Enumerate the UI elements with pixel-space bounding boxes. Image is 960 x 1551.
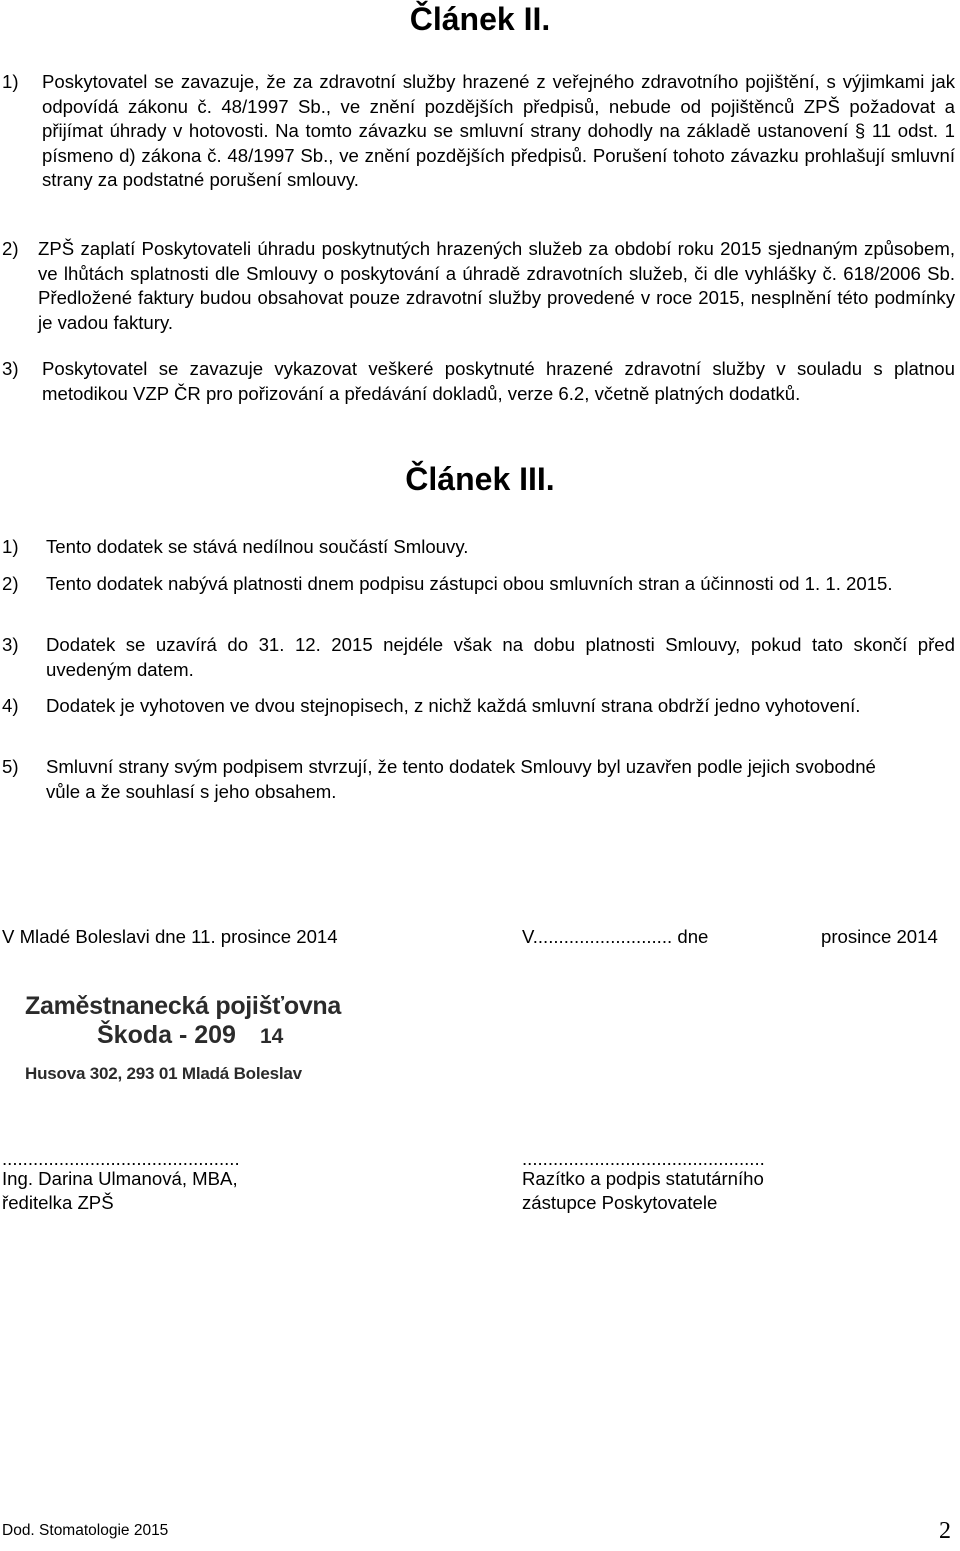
item-text: Poskytovatel se zavazuje, že za zdravotní služby hrazené z veřejného zdravotního pojištění, s výjimkami jak odpovídá zákonu č. 48/1997 Sb., ve znění pozdějších předpisů, nebude od pojištěnců ZPŠ požadovat a přijímat úhrady v hotovosti. Na tomto závazku se smluvní strany dohodly na základě ustanovení § 11 odst. 1 písmeno d) zákona č. 48/1997 Sb., ve znění pozdějších předpisů. Porušení tohoto závazku prohlašují smluvní strany za podstatné porušení smlouvy. <box>42 71 955 190</box>
item-number: 2) <box>2 238 19 259</box>
article-2-item-3 <box>2 357 955 406</box>
article-2-title: Článek II. <box>409 1 551 37</box>
left-signatory-name: Ing. Darina Ulmanová, MBA, <box>2 1168 238 1189</box>
right-signatory-name: Razítko a podpis statutárního <box>522 1168 764 1189</box>
article-3-title: Článek III. <box>405 461 555 497</box>
item-number: 5) <box>2 756 19 777</box>
right-place-date: V........................... dne <box>522 926 709 947</box>
item-text: Smluvní strany svým podpisem stvrzují, že tento dodatek Smlouvy byl uzavřen podle jejich svobodné vůle a že souhlasí s jeho obsahem. <box>46 756 876 802</box>
footer-document-name: Dod. Stomatologie 2015 <box>2 1522 169 1539</box>
left-place-date: V Mladé Boleslavi dne 11. prosince 2014 <box>2 926 338 947</box>
article-2-item-1 <box>2 70 955 193</box>
right-date: prosince 2014 <box>821 926 938 947</box>
right-signature-dots: ............................................... <box>522 1148 765 1169</box>
article-3-item-2 <box>2 572 955 597</box>
item-text: Tento dodatek nabývá platnosti dnem podpisu zástupci obou smluvních stran a účinnosti od 1. 1. 2015. <box>46 573 893 594</box>
item-number: 4) <box>2 695 19 716</box>
item-number: 1) <box>2 536 19 557</box>
company-stamp <box>25 992 341 1084</box>
article-3-item-5 <box>2 755 902 804</box>
article-2-item-2 <box>2 237 955 335</box>
page-number: 2 <box>939 1518 951 1544</box>
item-number: 1) <box>2 71 19 92</box>
stamp-line-2: Škoda - 209 14 <box>97 1021 284 1049</box>
item-number: 3) <box>2 358 19 379</box>
article-3-item-1 <box>2 535 955 560</box>
item-number: 2) <box>2 573 19 594</box>
stamp-line-3: Husova 302, 293 01 Mladá Boleslav <box>25 1064 302 1083</box>
right-signatory-role: zástupce Poskytovatele <box>522 1192 718 1213</box>
left-signatory-role: ředitelka ZPŠ <box>2 1192 114 1213</box>
stamp-line-1: Zaměstnanecká pojišťovna <box>25 992 342 1020</box>
item-text: Poskytovatel se zavazuje vykazovat veškeré poskytnuté hrazené zdravotní služby v souladu s platnou metodikou VZP ČR pro pořizování a předávání dokladů, verze 6.2, včetně platných dodatků. <box>42 358 955 404</box>
item-text: Dodatek se uzavírá do 31. 12. 2015 nejdéle však na dobu platnosti Smlouvy, pokud tato skončí před uvedeným datem. <box>46 634 955 680</box>
item-number: 3) <box>2 634 19 655</box>
left-signature-dots: .............................................. <box>2 1148 240 1169</box>
item-text: Tento dodatek se stává nedílnou součástí Smlouvy. <box>46 536 469 557</box>
article-3-item-4 <box>2 694 955 719</box>
item-text: ZPŠ zaplatí Poskytovateli úhradu poskytnutých hrazených služeb za období roku 2015 sjednaným způsobem, ve lhůtách splatnosti dle Smlouvy o poskytování a úhradě zdravotních služeb, či dle vyhlášky č. 618/2006 Sb. Předložené faktury budou obsahovat pouze zdravotní služby provedené v roce 2015, nesplnění této podmínky je vadou faktury. <box>38 238 955 333</box>
item-text: Dodatek je vyhotoven ve dvou stejnopisech, z nichž každá smluvní strana obdrží jedno vyhotovení. <box>46 695 861 716</box>
article-3-item-3 <box>2 633 955 682</box>
